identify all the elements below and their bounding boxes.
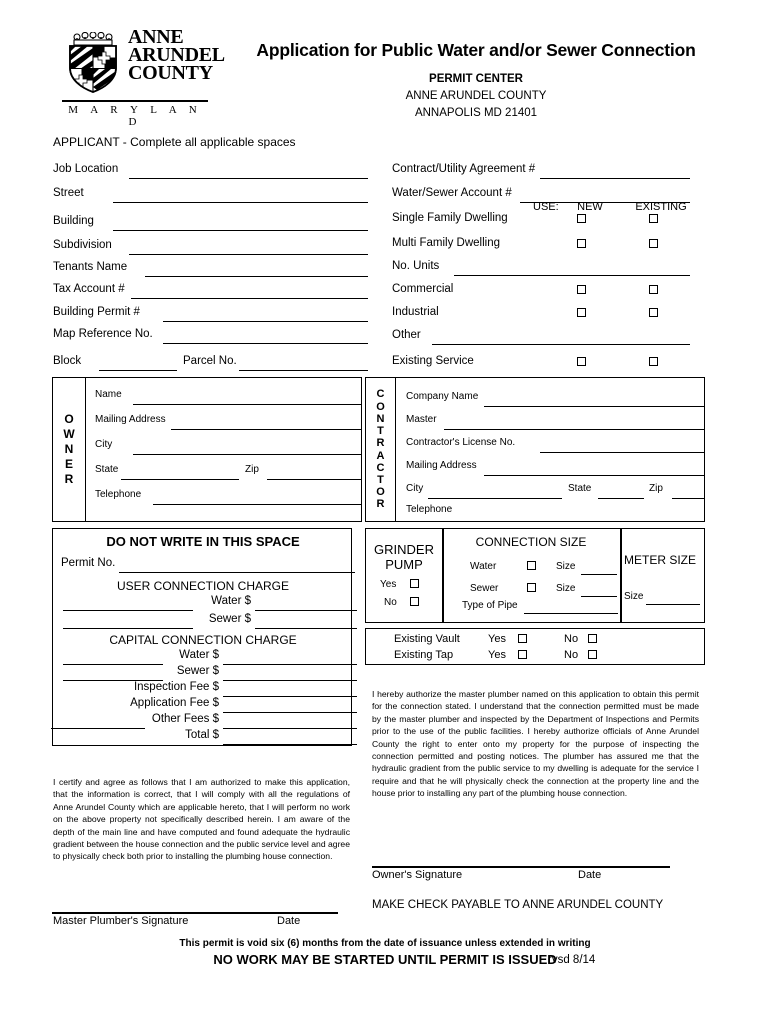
logo-line-3: COUNTY (128, 62, 213, 84)
row-industrial (392, 306, 690, 323)
page-header (0, 0, 770, 130)
field-building-permit[interactable] (53, 306, 368, 323)
field-input-line[interactable] (119, 572, 355, 573)
row-multi-family-dwelling (392, 237, 690, 254)
contractor-field-company-name[interactable] (406, 391, 702, 408)
contractor-letter: N (376, 412, 385, 425)
checkbox-multi-family-existing[interactable] (649, 239, 658, 248)
grinder-pump-title-line1: GRINDER (374, 542, 434, 557)
owner-field-name[interactable] (95, 389, 357, 406)
contractor-letter: T (377, 473, 384, 486)
checkbox-grinder-no[interactable] (410, 597, 419, 606)
parcel-label: Parcel No. (183, 355, 237, 367)
do-not-write-box (52, 528, 352, 746)
plumber-signature-line[interactable] (52, 912, 338, 914)
page-title: Application for Public Water and/or Sewer Connection (256, 40, 696, 60)
checkbox-grinder-yes[interactable] (410, 579, 419, 588)
row-label: Industrial (392, 306, 439, 318)
field-label: Other (392, 329, 421, 341)
checkbox-connection-water[interactable] (527, 561, 536, 570)
logo-line-1: ANNE (128, 26, 184, 48)
city-state-zip-label: ANNAPOLIS MD 21401 (414, 107, 538, 119)
row-commercial (392, 283, 690, 300)
owner-box (52, 377, 362, 522)
field-label: Street (53, 187, 84, 199)
field-input-line[interactable] (432, 344, 690, 345)
make-check-payable-note: MAKE CHECK PAYABLE TO ANNE ARUNDEL COUNTY (372, 899, 664, 911)
field-input-line[interactable] (133, 404, 362, 405)
county-label: ANNE ARUNDEL COUNTY (405, 90, 547, 102)
row-label: Commercial (392, 283, 454, 295)
owner-side-label (53, 378, 86, 521)
user-connection-charge-title: USER CONNECTION CHARGE (116, 579, 289, 593)
grinder-no-label: No (384, 597, 397, 608)
field-label: Water/Sewer Account # (392, 187, 512, 199)
field-label: Name (95, 389, 122, 400)
fee-row-application[interactable] (53, 697, 353, 714)
owner-field-city[interactable] (95, 439, 357, 456)
checkbox-existing-service-new[interactable] (577, 357, 586, 366)
fee-label: Inspection Fee $ (133, 681, 219, 693)
grinder-pump-title-line2: PUMP (385, 557, 423, 572)
row-label: Existing Service (392, 355, 474, 367)
state-label: State (568, 483, 592, 494)
owner-signature-label: Owner's Signature (372, 869, 463, 881)
field-label: No. Units (392, 260, 440, 272)
field-label: Job Location (53, 163, 119, 175)
contractor-letter: T (377, 425, 384, 438)
field-permit-no[interactable] (61, 557, 349, 574)
existing-vault-label: Existing Vault (394, 633, 460, 645)
parcel-input-line[interactable] (239, 370, 368, 371)
permit-center-label: PERMIT CENTER (429, 73, 523, 85)
owner-field-state-zip[interactable] (95, 464, 357, 481)
contractor-field-master[interactable] (406, 414, 702, 431)
field-label: Contract/Utility Agreement # (392, 163, 536, 175)
field-input-line[interactable] (145, 276, 368, 277)
field-label: Master (406, 414, 437, 425)
field-label: City (406, 483, 424, 494)
footer-revision-label: rvsd 8/14 (548, 954, 596, 966)
fee-label: Application Fee $ (130, 697, 219, 709)
type-of-pipe-label: Type of Pipe (462, 600, 518, 611)
checkbox-existing-tap-yes[interactable] (518, 650, 527, 659)
sewer-size-label: Size (556, 583, 576, 594)
connection-size-box (365, 528, 705, 623)
meter-divider (620, 529, 622, 622)
plumber-date-label: Date (277, 915, 301, 927)
checkbox-multi-family-new[interactable] (577, 239, 586, 248)
logo-divider (62, 100, 208, 102)
row-label: Multi Family Dwelling (392, 237, 500, 249)
water-size-label: Size (556, 561, 576, 572)
field-label: Mailing Address (406, 460, 477, 471)
use-column-label: USE: (533, 201, 559, 213)
field-input-line[interactable] (163, 321, 368, 322)
field-label: Mailing Address (95, 414, 166, 425)
owner-letter: O (64, 412, 74, 426)
field-input-line[interactable] (484, 406, 705, 407)
field-label: Contractor's License No. (406, 437, 516, 448)
checkbox-connection-sewer[interactable] (527, 583, 536, 592)
contractor-letter: R (376, 498, 385, 511)
logo-state-label: M A R Y L A N D (68, 104, 202, 128)
footer-no-work-notice: NO WORK MAY BE STARTED UNTIL PERMIT IS ISSUED (213, 952, 557, 967)
contractor-letter: A (376, 449, 385, 462)
tap-no-label: No (564, 649, 579, 661)
field-tax-account[interactable] (53, 283, 368, 300)
fee-row-capital-sewer[interactable] (53, 665, 353, 682)
field-label: Telephone (406, 504, 453, 515)
grinder-pump-title (366, 542, 442, 572)
fee-label: Water $ (211, 595, 251, 607)
fee-label: Sewer $ (208, 613, 251, 625)
fee-row-user-water[interactable] (53, 595, 353, 612)
field-block-parcel[interactable] (53, 355, 368, 372)
field-input-line[interactable] (113, 230, 368, 231)
type-of-pipe-input-line[interactable] (524, 613, 618, 614)
block-label: Block (53, 355, 82, 367)
checkbox-commercial-new[interactable] (577, 285, 586, 294)
field-label: Permit No. (61, 557, 116, 569)
field-input-line[interactable] (129, 178, 368, 179)
contractor-letter: O (376, 400, 385, 413)
checkbox-existing-service-existing[interactable] (649, 357, 658, 366)
tap-yes-label: Yes (488, 649, 506, 661)
owner-field-mailing-address[interactable] (95, 414, 357, 431)
field-label: Tenants Name (53, 261, 128, 273)
plumber-signature-label: Master Plumber's Signature (53, 915, 189, 927)
checkbox-industrial-existing[interactable] (649, 308, 658, 317)
field-label: Map Reference No. (53, 328, 153, 340)
owner-letter: N (64, 442, 74, 456)
fee-label: Sewer $ (176, 665, 219, 677)
zip-input-line[interactable] (672, 498, 705, 499)
zip-label: Zip (245, 464, 259, 475)
fee-label: Water $ (179, 649, 219, 661)
contractor-field-city-state-zip[interactable] (406, 483, 702, 500)
field-tenants-name[interactable] (53, 261, 368, 278)
logo-line-2: ARUNDEL (128, 44, 225, 66)
contractor-field-telephone[interactable] (406, 504, 702, 521)
field-input-line[interactable] (171, 429, 362, 430)
owner-letter: E (64, 457, 73, 471)
zip-input-line[interactable] (267, 479, 362, 480)
owner-letter: R (64, 472, 74, 486)
contractor-letter: C (376, 388, 385, 401)
contractor-box (365, 377, 705, 522)
fee-label: Total $ (185, 729, 219, 741)
field-label: Building (53, 215, 94, 227)
county-logo (62, 26, 225, 128)
applicant-instruction: APPLICANT - Complete all applicable spaces (53, 135, 296, 149)
field-input-line[interactable] (540, 452, 705, 453)
existing-vault-tap-box (365, 628, 705, 665)
field-input-line[interactable] (131, 298, 368, 299)
sewer-size-input-line[interactable] (581, 596, 617, 597)
authorization-paragraph: I hereby authorize the master plumber named on this application to obtain this permit for the connection stated. I understand that the connection permitted must be made by the master plumber and inspected by the Department of Inspections and Permits prior to the use of the public facilities. I hereby authorize officials of Anne Arundel County the right to enter onto my property for the purpose of inspecting the connection permitted and posting notices. The plumber has assured me that the hydraulic gradient from the public service to my dwelling is adequate for the service I require and that he will physically check the connection at the property line and the house prior to installing any part of the plumbing house connection. (372, 689, 699, 799)
contractor-side-label (366, 378, 396, 521)
field-job-location[interactable] (53, 163, 368, 180)
vault-yes-label: Yes (488, 633, 506, 645)
field-no-units[interactable] (392, 260, 690, 277)
checkbox-single-family-new[interactable] (577, 214, 586, 223)
state-input-line[interactable] (598, 498, 644, 499)
fee-note-line[interactable] (63, 628, 193, 629)
zip-label: Zip (649, 483, 663, 494)
fee-input-line[interactable] (223, 744, 357, 745)
checkbox-existing-vault-no[interactable] (588, 634, 597, 643)
checkbox-existing-vault-yes[interactable] (518, 634, 527, 643)
fee-input-line[interactable] (255, 628, 357, 629)
footer-void-notice: This permit is void six (6) months from the date of issuance unless extended in writing (179, 938, 591, 949)
field-input-line[interactable] (163, 343, 368, 344)
row-label: Single Family Dwelling (392, 212, 508, 224)
certification-paragraph: I certify and agree as follows that I am authorized to make this application, that the information is correct, that I will comply with all the regulations of Anne Arundel County which are applicable hereto, that I will perform no work on the above property not specifically described herein. I am aware of the depth of the main line and have computed and found adequate the hydraulic gradient between the house connection and the public service level and agree to physically check both prior to installing the plumbing house connection. (53, 777, 350, 862)
connection-water-label: Water (470, 561, 497, 572)
row-existing-service (392, 355, 690, 372)
row-single-family-dwelling (392, 207, 690, 224)
field-label: State (95, 464, 119, 475)
checkbox-single-family-existing[interactable] (649, 214, 658, 223)
meter-size-title: METER SIZE (624, 553, 697, 567)
field-map-reference[interactable] (53, 328, 368, 345)
new-column-header: NEW (577, 201, 603, 213)
field-contract-agreement[interactable] (392, 163, 690, 180)
field-label: City (95, 439, 113, 450)
existing-column-header: EXISTING (635, 201, 687, 213)
field-label: Tax Account # (53, 283, 125, 295)
contractor-field-mailing-address[interactable] (406, 460, 702, 477)
field-label: Telephone (95, 489, 142, 500)
fee-note-line[interactable] (63, 610, 193, 611)
do-not-write-title: DO NOT WRITE IN THIS SPACE (106, 534, 300, 549)
field-input-line[interactable] (129, 254, 368, 255)
fee-row-inspection[interactable] (53, 681, 353, 698)
field-input-line[interactable] (540, 178, 690, 179)
grinder-yes-label: Yes (380, 579, 397, 590)
fee-input-line[interactable] (255, 610, 357, 611)
field-other[interactable] (392, 329, 690, 346)
fee-row-user-sewer[interactable] (53, 613, 353, 630)
field-label: Building Permit # (53, 306, 140, 318)
contractor-letter: O (376, 486, 385, 499)
checkbox-commercial-existing[interactable] (649, 285, 658, 294)
city-input-line[interactable] (428, 498, 562, 499)
field-label: Company Name (406, 391, 479, 402)
connection-sewer-label: Sewer (470, 583, 499, 594)
field-building[interactable] (53, 215, 368, 232)
field-input-line[interactable] (153, 504, 362, 505)
water-size-input-line[interactable] (581, 574, 617, 575)
fee-row-other[interactable] (53, 713, 353, 730)
fee-row-total[interactable] (53, 729, 353, 746)
capital-connection-charge-title: CAPITAL CONNECTION CHARGE (109, 633, 297, 647)
checkbox-industrial-new[interactable] (577, 308, 586, 317)
existing-tap-label: Existing Tap (394, 649, 454, 661)
block-input-line[interactable] (99, 370, 177, 371)
field-subdivision[interactable] (53, 239, 368, 256)
owner-date-label: Date (578, 869, 602, 881)
field-input-line[interactable] (454, 275, 690, 276)
field-input-line[interactable] (484, 475, 705, 476)
state-input-line[interactable] (121, 479, 239, 480)
owner-letter: W (63, 427, 75, 441)
field-street[interactable] (53, 187, 368, 204)
fee-label: Other Fees $ (151, 713, 219, 725)
connection-size-title: CONNECTION SIZE (475, 535, 587, 549)
field-input-line[interactable] (113, 202, 368, 203)
field-input-line[interactable] (133, 454, 362, 455)
meter-size-input-line[interactable] (646, 604, 700, 605)
field-label: Subdivision (53, 239, 112, 251)
owner-field-telephone[interactable] (95, 489, 357, 506)
meter-size-label: Size (624, 591, 644, 602)
maryland-coat-of-arms-shield-icon (62, 32, 124, 94)
contractor-letter: R (376, 437, 385, 450)
contractor-field-license-no[interactable] (406, 437, 702, 454)
vault-no-label: No (564, 633, 579, 645)
checkbox-existing-tap-no[interactable] (588, 650, 597, 659)
contractor-letter: C (376, 461, 385, 474)
field-input-line[interactable] (444, 429, 705, 430)
owner-signature-line[interactable] (372, 866, 670, 868)
fee-row-capital-water[interactable] (53, 649, 353, 666)
